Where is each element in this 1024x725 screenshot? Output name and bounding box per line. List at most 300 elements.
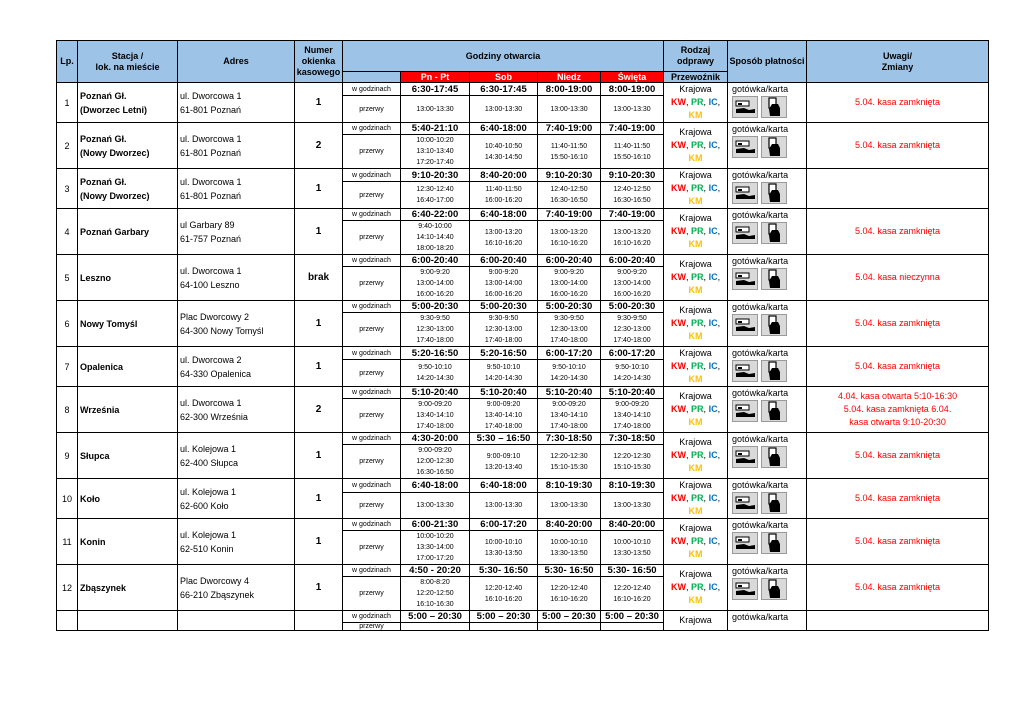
breaks-label: przerwy (343, 182, 401, 209)
text-line: 16:10-16:20 (550, 595, 588, 603)
text-line: 13:00-13:30 (416, 501, 454, 509)
breaks-cell (401, 445, 470, 479)
text-line: Września (80, 404, 120, 415)
hours-label: w godzinach (343, 347, 401, 360)
carrier-km: KM (688, 331, 703, 341)
text-line: kasa otwarta 9:10-20:30 (849, 417, 946, 427)
payment-methods (728, 433, 807, 479)
text-line: ul. Dworcowa 1 (180, 133, 242, 144)
text-line: 9:30-9:50 (420, 315, 450, 322)
station-name (78, 387, 178, 433)
payment-icons (732, 446, 806, 468)
carrier-ic: IC (708, 361, 718, 371)
check-type: Krajowa (679, 305, 712, 315)
breaks-cell (601, 221, 664, 255)
opening-hours-cell: 9:10-20:30 (538, 169, 601, 182)
check-type: Krajowa (679, 437, 712, 447)
carrier-kw: KW (671, 318, 687, 328)
text-line: 15:10-15:30 (613, 463, 651, 471)
carrier-kw: KW (671, 582, 687, 592)
breaks-cell (538, 182, 601, 209)
ticket-window-number: 1 (295, 209, 343, 255)
row-number: 1 (57, 83, 78, 123)
notes-changes (807, 83, 989, 123)
check-type-carriers: Krajowa KW, PR, IC, KM (664, 433, 728, 479)
text-line: ul. Dworcowa 1 (180, 90, 242, 101)
breaks-label: przerwy (343, 492, 401, 518)
payment-icons (732, 96, 806, 118)
breaks-cell (538, 399, 601, 433)
station-name (78, 255, 178, 301)
breaks-cell (538, 360, 601, 387)
text-line: 5.04. kasa zamknięta (855, 361, 941, 371)
carrier-kw: KW (671, 226, 687, 236)
breaks-label: przerwy (343, 577, 401, 611)
carrier-ic: IC (708, 493, 718, 503)
notes-changes (807, 347, 989, 387)
text-line: 9:30-9:50 (488, 315, 519, 322)
text-line: 13:00-14:00 (613, 280, 651, 287)
table-row (57, 209, 989, 221)
text-line: 12:30-13:00 (416, 326, 454, 333)
breaks-cell (401, 623, 470, 631)
text-line: 13:00-13:20 (613, 228, 651, 236)
text-line: 13:30-13:50 (550, 549, 588, 557)
opening-hours-cell: 4:50 - 20:20 (401, 565, 470, 577)
opening-hours-cell: 9:10-20:30 (601, 169, 664, 182)
check-type: Krajowa (679, 523, 712, 533)
breaks-cell (601, 96, 664, 123)
check-type-carriers: Krajowa KW, PR, IC, KM (664, 301, 728, 347)
station-name (78, 433, 178, 479)
text-line: 5.04. kasa zamknięta (855, 493, 941, 503)
breaks-cell (601, 267, 664, 301)
breaks-cell (470, 96, 538, 123)
text-line: 17:40-18:00 (613, 423, 651, 430)
opening-hours-cell: 4:30-20:00 (401, 433, 470, 445)
text-line: 12:30-12:40 (416, 186, 454, 194)
table-row (57, 479, 989, 493)
text-line: 66-210 Zbąszynek (180, 589, 255, 600)
opening-hours-cell: 5:00-20:30 (601, 301, 664, 313)
carrier-pr: PR (691, 404, 704, 414)
breaks-cell (601, 182, 664, 209)
payment-icons (732, 268, 806, 290)
carrier-ic: IC (708, 318, 718, 328)
check-type-carriers: Krajowa KW, PR, IC, KM (664, 83, 728, 123)
opening-hours-cell: 7:40-19:00 (538, 209, 601, 221)
text-line: 9:00-9:20 (617, 269, 647, 276)
station-address (178, 255, 295, 301)
header-lp: Lp. (57, 41, 78, 83)
breaks-cell (401, 399, 470, 433)
station-name (78, 209, 178, 255)
carrier-ic: IC (708, 536, 718, 546)
payment-icons (732, 360, 806, 382)
text-line: 16:10-16:20 (484, 595, 523, 603)
breaks-cell (601, 445, 664, 479)
carrier-kw: KW (671, 97, 687, 107)
opening-hours-cell: 6:00-17:20 (601, 347, 664, 360)
text-line: 5.04. kasa zamknięta (855, 450, 941, 460)
text-line: 15:50-16:10 (613, 153, 651, 161)
station-address (178, 83, 295, 123)
card-terminal-icon (761, 222, 787, 244)
breaks-cell (401, 135, 470, 169)
text-line: 17:40-18:00 (484, 423, 523, 430)
opening-hours-cell: 7:40-19:00 (538, 123, 601, 135)
text-line: (Dworzec Letni) (80, 104, 148, 115)
cash-hand-icon (732, 400, 758, 422)
cash-hand-icon (732, 360, 758, 382)
text-line: 9:50-10:10 (552, 364, 586, 372)
text-line: Nowy Tomyśl (80, 318, 138, 329)
station-address (178, 611, 295, 631)
text-line: 9:50-10:10 (486, 364, 521, 372)
notes-changes (807, 255, 989, 301)
text-line: 13:00-13:30 (550, 501, 588, 509)
text-line: 5.04. kasa zamknięta (855, 536, 941, 546)
ticket-window-number: 1 (295, 301, 343, 347)
breaks-cell (601, 492, 664, 518)
breaks-label: przerwy (343, 267, 401, 301)
opening-hours-cell: 6:00-17:20 (538, 347, 601, 360)
text-line: 14:20-14:30 (550, 375, 588, 383)
opening-hours-cell: 8:00-19:00 (538, 83, 601, 96)
ticket-window-number: 2 (295, 123, 343, 169)
breaks-label: przerwy (343, 96, 401, 123)
payment-methods (728, 83, 807, 123)
breaks-cell (470, 531, 538, 565)
text-line: 13:00-14:00 (484, 280, 523, 287)
carrier-pr: PR (691, 582, 704, 592)
text-line: ul. Dworcowa 1 (180, 176, 242, 187)
text-line: 17:20-17:40 (416, 159, 454, 166)
text-line: 9:40-10:00 (418, 223, 452, 230)
table-row (57, 123, 989, 135)
hours-label: w godzinach (343, 479, 401, 493)
text-line: Koło (80, 493, 100, 504)
breaks-cell (538, 135, 601, 169)
breaks-cell (538, 313, 601, 347)
text-line: 13:00-13:30 (613, 501, 651, 509)
table-row (57, 565, 989, 577)
text-line: 12:20-12:40 (613, 584, 651, 592)
text-line: 64-100 Leszno (180, 279, 240, 290)
text-line: 62-510 Konin (180, 543, 234, 554)
check-type-carriers: Krajowa KW, PR, IC, KM (664, 565, 728, 611)
text-line: Zbąszynek (80, 582, 127, 593)
text-line: 17:00-17:20 (416, 555, 454, 562)
station-address (178, 433, 295, 479)
table-row (57, 387, 989, 399)
header-blank (343, 72, 401, 83)
check-type: Krajowa (679, 170, 712, 180)
header-check-type: Rodzaj odprawy (664, 41, 728, 72)
cash-hand-icon (732, 492, 758, 514)
carrier-ic: IC (708, 450, 718, 460)
opening-hours-cell: 8:00-19:00 (601, 83, 664, 96)
hours-label: w godzinach (343, 301, 401, 313)
row-number (57, 611, 78, 631)
header-day-weekdays: Pn - Pt (401, 72, 470, 83)
opening-hours-cell: 6:00-20:40 (601, 255, 664, 267)
hours-label: w godzinach (343, 123, 401, 135)
text-line: 5.04. kasa zamknięta (855, 318, 941, 328)
text-line: 61-801 Poznań (180, 104, 242, 115)
text-line: 16:00-16:20 (416, 291, 454, 298)
opening-hours-cell: 6:40-22:00 (401, 209, 470, 221)
text-line: 10:00-10:20 (416, 533, 454, 540)
breaks-cell (538, 577, 601, 611)
header-day-saturday: Sob (470, 72, 538, 83)
check-type: Krajowa (679, 569, 712, 579)
carrier-pr: PR (691, 183, 704, 193)
payment-label: gotówka/karta (732, 302, 789, 312)
text-line: 13:00-14:00 (416, 280, 454, 287)
opening-hours-cell: 9:10-20:30 (401, 169, 470, 182)
opening-hours-cell: 5:10-20:40 (401, 387, 470, 399)
opening-hours-cell: 7:30-18:50 (601, 433, 664, 445)
header-day-sunday: Niedz (538, 72, 601, 83)
text-line: 13:00-13:30 (484, 105, 523, 113)
payment-label: gotówka/karta (732, 520, 789, 530)
breaks-cell (601, 623, 664, 631)
text-line: 12:40-12:50 (550, 186, 588, 194)
table-row (57, 83, 989, 96)
breaks-cell (538, 531, 601, 565)
breaks-cell (401, 577, 470, 611)
opening-hours-cell: 6:40-18:00 (401, 479, 470, 493)
payment-label: gotówka/karta (732, 170, 789, 180)
hours-label: w godzinach (343, 169, 401, 182)
carrier-km: KM (688, 549, 703, 559)
text-line: 9:00-9:20 (488, 269, 519, 276)
breaks-cell (401, 313, 470, 347)
text-line: (Nowy Dworzec) (80, 190, 150, 201)
station-name (78, 347, 178, 387)
opening-hours-cell: 6:40-18:00 (470, 209, 538, 221)
header-notes: Uwagi/ Zmiany (807, 41, 989, 83)
header-carrier: Przewoźnik (664, 72, 728, 83)
breaks-cell (470, 267, 538, 301)
payment-methods (728, 255, 807, 301)
carrier-km: KM (688, 595, 703, 605)
carrier-pr: PR (691, 226, 704, 236)
check-type-carriers: Krajowa KW, PR, IC, KM (664, 387, 728, 433)
notes-changes (807, 169, 989, 209)
ticket-window-number: 1 (295, 479, 343, 519)
header-window-number: Numer okienka kasowego (295, 41, 343, 83)
text-line: 9:00-9:20 (554, 269, 584, 276)
text-line: 16:00-16:20 (484, 291, 523, 298)
cash-hand-icon (732, 222, 758, 244)
carrier-kw: KW (671, 272, 687, 282)
payment-methods (728, 169, 807, 209)
breaks-cell (601, 135, 664, 169)
ticket-window-number: 2 (295, 387, 343, 433)
row-number: 3 (57, 169, 78, 209)
text-line: 9:50-10:10 (418, 364, 452, 372)
text-line: 16:30-16:50 (550, 197, 588, 205)
payment-label: gotówka/karta (732, 210, 789, 220)
text-line: 11:40-11:50 (550, 142, 588, 150)
text-line: 9:30-9:50 (554, 315, 584, 322)
text-line: ul Garbary 89 (180, 219, 235, 230)
breaks-cell (601, 577, 664, 611)
cash-hand-icon (732, 136, 758, 158)
row-number: 2 (57, 123, 78, 169)
payment-methods (728, 123, 807, 169)
opening-hours-cell: 5:30- 16:50 (538, 565, 601, 577)
text-line: 13:00-13:30 (484, 501, 523, 509)
text-line: 18:00-18:20 (416, 245, 454, 252)
text-line: Słupca (80, 450, 110, 461)
check-type: Krajowa (679, 348, 712, 358)
text-line: 9:00-09:20 (418, 447, 452, 454)
text-line: 5.04. kasa zamknięta (855, 140, 941, 150)
carrier-ic: IC (708, 183, 718, 193)
header-day-holidays: Święta (601, 72, 664, 83)
text-line: 12:20-12:40 (550, 584, 588, 592)
card-terminal-icon (761, 136, 787, 158)
hours-label: w godzinach (343, 611, 401, 623)
text-line: 12:20-12:50 (416, 590, 454, 597)
breaks-label: przerwy (343, 399, 401, 433)
breaks-label: przerwy (343, 623, 401, 631)
carrier-km: KM (688, 374, 703, 384)
breaks-cell (470, 360, 538, 387)
text-line: 9:00-9:20 (420, 269, 450, 276)
opening-hours-cell: 5:00-20:30 (470, 301, 538, 313)
text-line: 16:10-16:20 (613, 595, 651, 603)
text-line: 13:00-14:00 (550, 280, 588, 287)
text-line: 17:40-18:00 (416, 423, 454, 430)
ticket-window-number: 1 (295, 565, 343, 611)
row-number: 8 (57, 387, 78, 433)
carrier-pr: PR (691, 97, 704, 107)
table-row (57, 611, 989, 623)
text-line: ul. Dworcowa 1 (180, 265, 242, 276)
cash-hand-icon (732, 532, 758, 554)
station-name (78, 123, 178, 169)
text-line: 17:40-18:00 (550, 337, 588, 344)
opening-hours-cell: 8:40-20:00 (470, 169, 538, 182)
check-type-carriers: Krajowa KW, PR, IC, KM (664, 479, 728, 519)
breaks-label: przerwy (343, 445, 401, 479)
opening-hours-cell: 6:00-20:40 (470, 255, 538, 267)
breaks-cell (401, 96, 470, 123)
breaks-cell (538, 221, 601, 255)
text-line: 12:20-12:30 (550, 452, 588, 460)
card-terminal-icon (761, 400, 787, 422)
text-line: 17:40-18:00 (484, 337, 523, 344)
text-line: 61-757 Poznań (180, 233, 242, 244)
notes-changes (807, 479, 989, 519)
payment-icons (732, 136, 806, 158)
breaks-cell (601, 531, 664, 565)
breaks-cell (470, 399, 538, 433)
payment-methods (728, 301, 807, 347)
text-line: 16:10-16:20 (613, 239, 651, 247)
text-line: 61-801 Poznań (180, 147, 242, 158)
text-line: 10:40-10:50 (484, 142, 523, 150)
text-line: 9:00-09:10 (486, 452, 521, 460)
cash-hand-icon (732, 268, 758, 290)
text-line: Plac Dworcowy 2 (180, 311, 250, 322)
text-line: 13:00-13:20 (550, 228, 588, 236)
text-line: Opalenica (80, 361, 124, 372)
station-name (78, 301, 178, 347)
row-number: 11 (57, 519, 78, 565)
station-address (178, 387, 295, 433)
station-name (78, 169, 178, 209)
row-number: 7 (57, 347, 78, 387)
text-line: 14:10-14:40 (416, 234, 454, 241)
carrier-kw: KW (671, 140, 687, 150)
text-line: 9:50-10:10 (615, 364, 649, 372)
opening-hours-cell: 8:10-19:30 (538, 479, 601, 493)
opening-hours-cell: 5:30- 16:50 (470, 565, 538, 577)
breaks-cell (538, 445, 601, 479)
text-line: 5.04. kasa zamknięta (855, 582, 941, 592)
text-line: 13:40-14:10 (484, 412, 523, 419)
carrier-pr: PR (691, 318, 704, 328)
breaks-cell (401, 360, 470, 387)
carrier-pr: PR (691, 361, 704, 371)
carrier-pr: PR (691, 536, 704, 546)
carrier-km: KM (688, 285, 703, 295)
notes-changes (807, 387, 989, 433)
card-terminal-icon (761, 532, 787, 554)
text-line: Konin (80, 536, 106, 547)
breaks-cell (470, 135, 538, 169)
hours-label: w godzinach (343, 255, 401, 267)
text-line: ul. Kolejowa 1 (180, 529, 237, 540)
payment-methods (728, 519, 807, 565)
text-line: 9:00-09:20 (418, 401, 452, 408)
table-body (57, 83, 989, 631)
text-line: ul. Kolejowa 1 (180, 443, 237, 454)
text-line: 13:40-14:10 (613, 412, 651, 419)
payment-methods (728, 479, 807, 519)
text-line: 15:50-16:10 (550, 153, 588, 161)
row-number: 10 (57, 479, 78, 519)
carrier-ic: IC (708, 140, 718, 150)
carrier-ic: IC (708, 272, 718, 282)
breaks-cell (538, 492, 601, 518)
payment-icons (732, 182, 806, 204)
carrier-ic: IC (708, 404, 718, 414)
breaks-cell (401, 182, 470, 209)
opening-hours-cell: 6:40-18:00 (470, 123, 538, 135)
station-address (178, 301, 295, 347)
breaks-cell (470, 182, 538, 209)
opening-hours-cell: 6:00-20:40 (538, 255, 601, 267)
carrier-km: KM (688, 417, 703, 427)
text-line: 64-300 Nowy Tomyśl (180, 325, 264, 336)
notes-changes (807, 209, 989, 255)
text-line: 10:00-10:10 (613, 538, 651, 546)
text-line: 62-600 Koło (180, 500, 229, 511)
notes-changes (807, 433, 989, 479)
payment-icons (732, 532, 806, 554)
text-line: 16:30-16:50 (613, 197, 651, 205)
check-type: Krajowa (679, 84, 712, 94)
carrier-km: KM (688, 110, 703, 120)
text-line: 17:40-18:00 (550, 423, 588, 430)
opening-hours-cell: 5:30- 16:50 (601, 565, 664, 577)
